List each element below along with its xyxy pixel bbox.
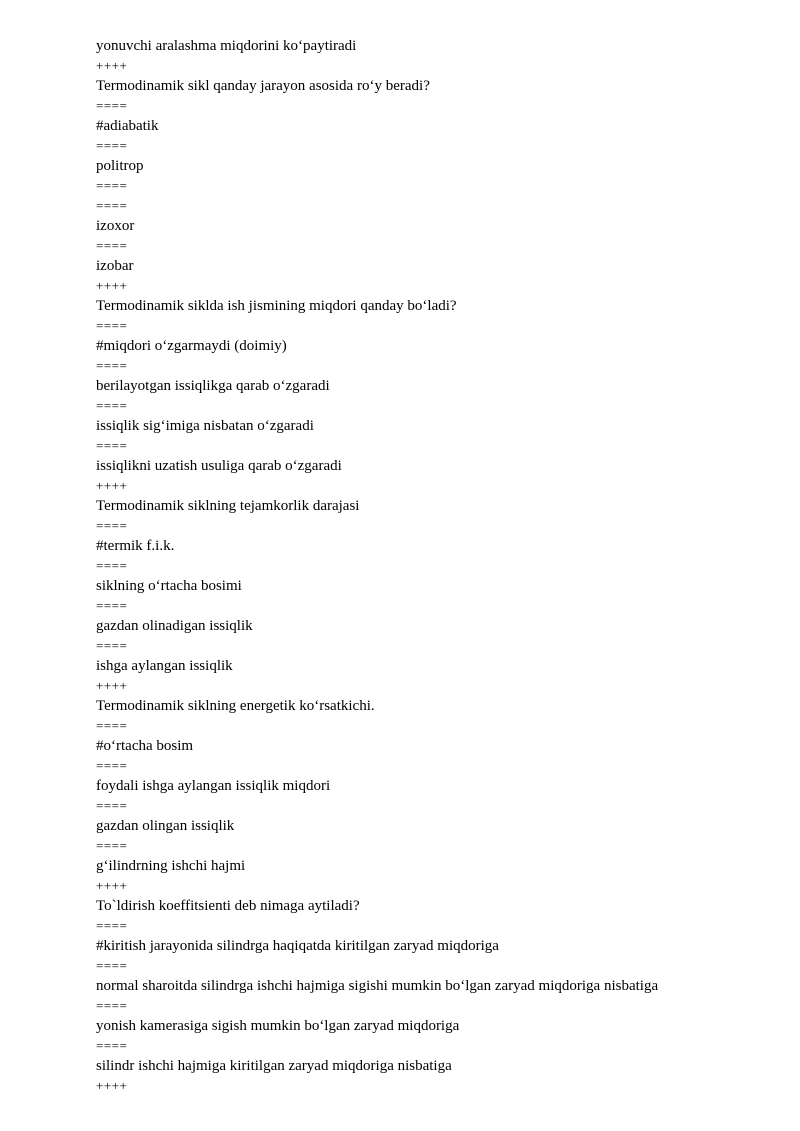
- text-line: gʻilindrning ishchi hajmi: [96, 858, 246, 874]
- text-line: normal sharoitda silindrga ishchi hajmiga sigishi mumkin boʻlgan zaryad miqdoriga nisbatiga: [96, 978, 659, 994]
- separator-line: ====: [96, 358, 128, 373]
- text-line: izoxor: [96, 218, 135, 234]
- text-line: berilayotgan issiqlikga qarab oʻzgaradi: [96, 378, 330, 394]
- text-line: Termodinamik siklda ish jismining miqdori qanday boʻladi?: [96, 298, 457, 314]
- separator-line: ====: [96, 1038, 128, 1053]
- text-line: #adiabatik: [96, 118, 159, 134]
- separator-line: ++++: [96, 58, 128, 73]
- text-line: issiqlik sigʻimiga nisbatan oʻzgaradi: [96, 418, 314, 434]
- separator-line: ====: [96, 958, 128, 973]
- text-line: ishga aylangan issiqlik: [96, 658, 233, 674]
- text-line: #miqdori oʻzgarmaydi (doimiy): [96, 338, 287, 354]
- text-line: izobar: [96, 258, 134, 274]
- separator-line: ====: [96, 598, 128, 613]
- separator-line: ====: [96, 398, 128, 413]
- separator-line: ====: [96, 138, 128, 153]
- separator-line: ++++: [96, 678, 128, 693]
- text-line: foydali ishga aylangan issiqlik miqdori: [96, 778, 331, 794]
- separator-line: ++++: [96, 878, 128, 893]
- text-line: gazdan olingan issiqlik: [96, 818, 235, 834]
- separator-line: ====: [96, 918, 128, 933]
- separator-line: ====: [96, 198, 128, 213]
- separator-line: ====: [96, 518, 128, 533]
- text-line: issiqlikni uzatish usuliga qarab oʻzgaradi: [96, 458, 342, 474]
- separator-line: ++++: [96, 1078, 128, 1093]
- separator-line: ====: [96, 718, 128, 733]
- separator-line: ====: [96, 798, 128, 813]
- text-line: Termodinamik siklning tejamkorlik darajasi: [96, 498, 360, 514]
- separator-line: ====: [96, 318, 128, 333]
- separator-line: ====: [96, 758, 128, 773]
- separator-line: ====: [96, 638, 128, 653]
- text-line: siklning oʻrtacha bosimi: [96, 578, 242, 594]
- text-line: Termodinamik siklning energetik koʻrsatkichi.: [96, 698, 375, 714]
- separator-line: ====: [96, 998, 128, 1013]
- separator-line: ====: [96, 238, 128, 253]
- document-page: [96, 36, 776, 1096]
- separator-line: ====: [96, 178, 128, 193]
- text-line: To`ldirish koeffitsienti deb nimaga aytiladi?: [96, 898, 360, 914]
- separator-line: ++++: [96, 278, 128, 293]
- text-line: Termodinamik sikl qanday jarayon asosida roʻy beradi?: [96, 78, 430, 94]
- text-line: gazdan olinadigan issiqlik: [96, 618, 253, 634]
- text-line: silindr ishchi hajmiga kiritilgan zaryad miqdoriga nisbatiga: [96, 1058, 452, 1074]
- text-line: yonish kamerasiga sigish mumkin boʻlgan zaryad miqdoriga: [96, 1018, 460, 1034]
- separator-line: ++++: [96, 478, 128, 493]
- text-line: #oʻrtacha bosim: [96, 738, 194, 754]
- text-line: politrop: [96, 158, 144, 174]
- text-line: yonuvchi aralashma miqdorini koʻpaytiradi: [96, 38, 357, 54]
- separator-line: ====: [96, 558, 128, 573]
- separator-line: ====: [96, 98, 128, 113]
- separator-line: ====: [96, 838, 128, 853]
- text-line: #kiritish jarayonida silindrga haqiqatda kiritilgan zaryad miqdoriga: [96, 938, 499, 954]
- separator-line: ====: [96, 438, 128, 453]
- text-line: #termik f.i.k.: [96, 538, 175, 554]
